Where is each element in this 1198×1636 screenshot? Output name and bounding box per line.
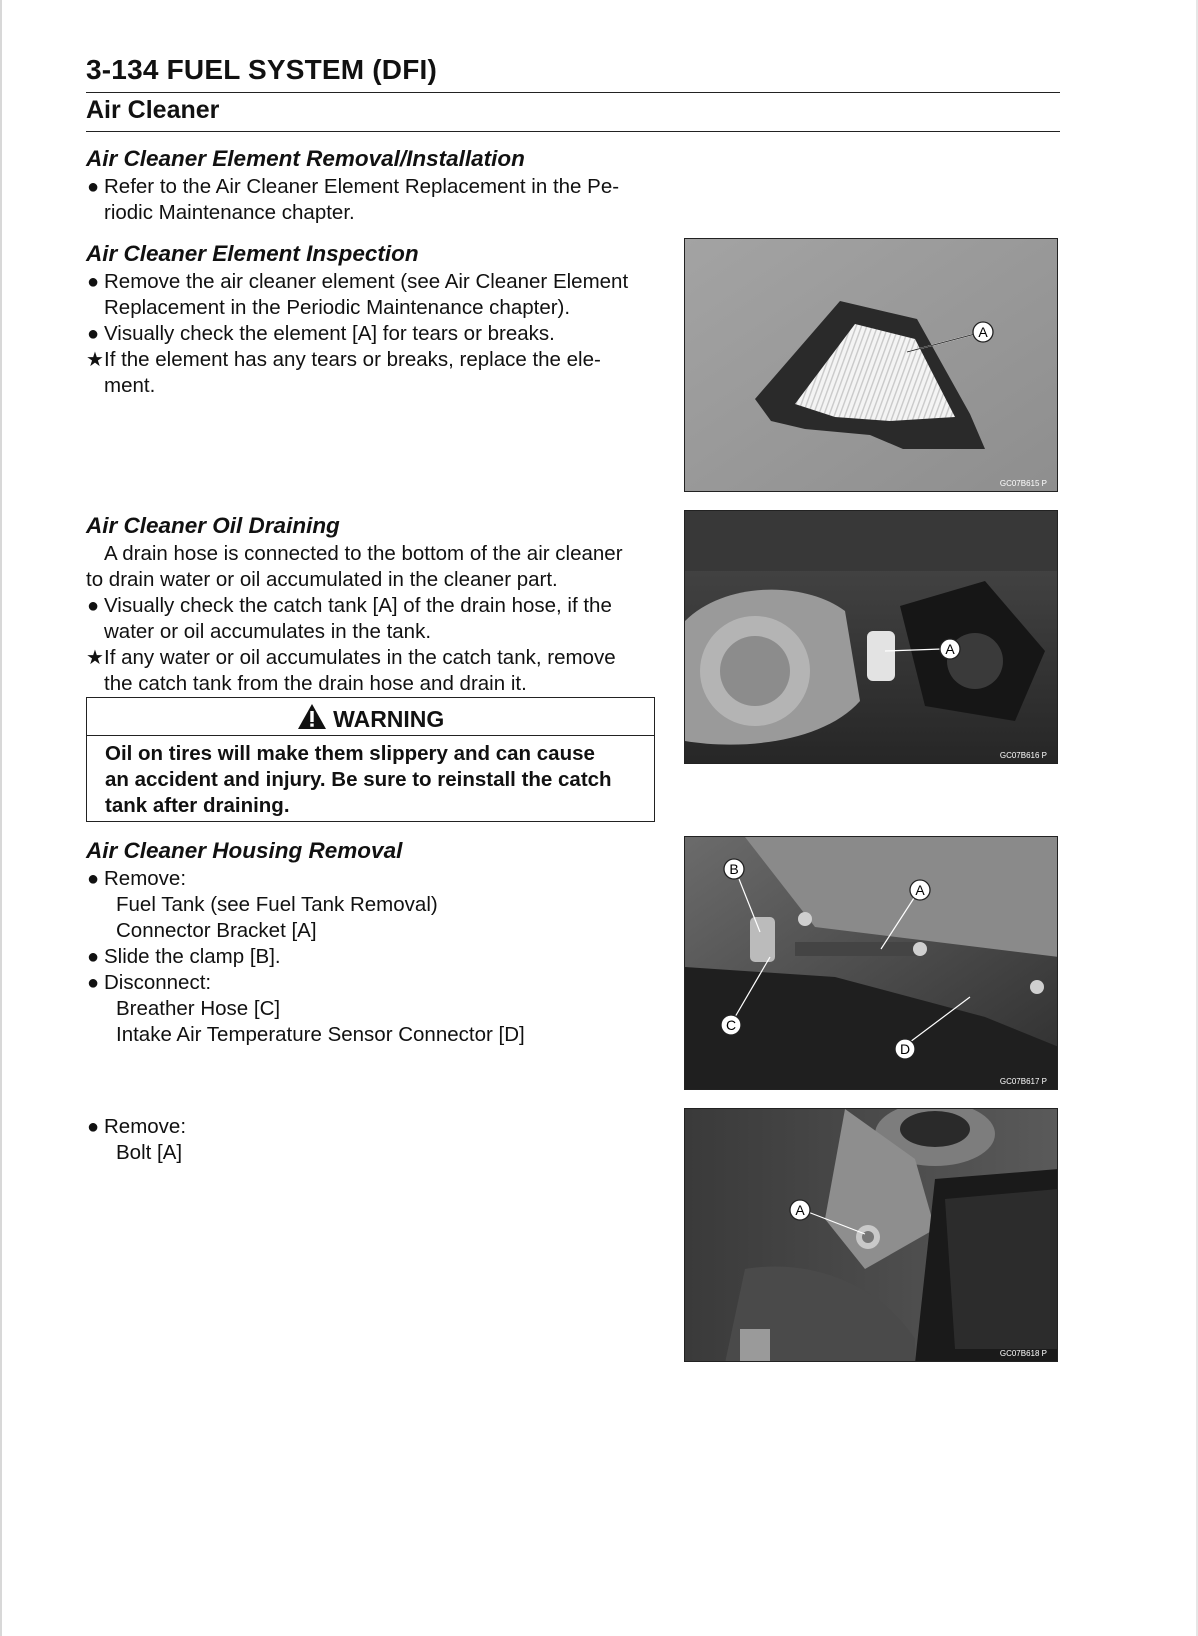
callout-d: D <box>899 1041 911 1057</box>
inspection-line-2: Replacement in the Periodic Maintenance chapter). <box>104 296 571 319</box>
star-marker: ★ <box>86 349 104 371</box>
housing-line-4: Slide the clamp [B]. <box>104 945 281 968</box>
inspection-line-1: Remove the air cleaner element (see Air Cleaner Element <box>104 270 629 293</box>
warning-line-1: Oil on tires will make them slippery and can cause <box>105 742 595 765</box>
oil-line-2: to drain water or oil accumulated in the cleaner part. <box>86 568 558 591</box>
callout-c: C <box>725 1017 737 1033</box>
warning-box <box>86 697 655 822</box>
star-marker: ★ <box>86 647 104 669</box>
warning-line-2: an accident and injury. Be sure to reinstall the catch <box>105 768 612 791</box>
bullet-marker: ● <box>87 176 100 198</box>
inspection-line-5: ment. <box>104 374 156 397</box>
housing-line-2: Fuel Tank (see Fuel Tank Removal) <box>116 893 438 916</box>
removal-line-2: riodic Maintenance chapter. <box>104 201 355 224</box>
callout-a: A <box>978 324 988 340</box>
bullet-marker: ● <box>87 323 100 345</box>
page-header <box>86 48 1060 93</box>
oil-line-1: A drain hose is connected to the bottom of the air cleaner <box>104 542 623 565</box>
bullet-marker: ● <box>87 868 100 890</box>
housing-line-1: Remove: <box>104 867 187 890</box>
warning-line-3: tank after draining. <box>105 794 290 817</box>
figure-catch-tank <box>684 510 1058 764</box>
bullet-marker: ● <box>87 595 100 617</box>
oil-draining-heading: Air Cleaner Oil Draining <box>86 513 340 538</box>
figure-code: GC07B615 P <box>999 479 1047 488</box>
housing-line-6: Breather Hose [C] <box>116 997 281 1020</box>
figure-code: GC07B618 P <box>999 1349 1047 1358</box>
bullet-marker: ● <box>87 271 100 293</box>
figure-air-cleaner-element <box>684 238 1058 492</box>
bolt-line-1: Remove: <box>104 1115 187 1138</box>
bullet-marker: ● <box>87 1116 100 1138</box>
page-title: 3-134 FUEL SYSTEM (DFI) <box>86 54 438 85</box>
bullet-marker: ● <box>87 946 100 968</box>
removal-line-1: Refer to the Air Cleaner Element Replacement in the Pe- <box>104 175 620 198</box>
warning-label: WARNING <box>333 706 445 732</box>
warning-header <box>87 698 654 736</box>
section-heading: Air Cleaner <box>86 96 220 124</box>
figure-code: GC07B616 P <box>999 751 1047 760</box>
callout-a: A <box>795 1202 805 1218</box>
figure-code: GC07B617 P <box>999 1077 1047 1086</box>
removal-heading: Air Cleaner Element Removal/Installation <box>86 146 525 171</box>
bolt-line-2: Bolt [A] <box>116 1141 183 1164</box>
oil-line-3: Visually check the catch tank [A] of the drain hose, if the <box>104 594 612 617</box>
housing-line-5: Disconnect: <box>104 971 212 994</box>
callout-a: A <box>945 641 955 657</box>
inspection-heading: Air Cleaner Element Inspection <box>86 241 419 266</box>
section-title <box>86 93 1060 132</box>
oil-line-6: the catch tank from the drain hose and drain it. <box>104 672 527 695</box>
callout-b: B <box>729 861 739 877</box>
inspection-line-4: If the element has any tears or breaks, replace the ele- <box>104 348 601 371</box>
figure-housing-bolt <box>684 1108 1058 1362</box>
oil-line-5: If any water or oil accumulates in the catch tank, remove <box>104 646 616 669</box>
bullet-marker: ● <box>87 972 100 994</box>
figure-housing-connectors <box>684 836 1058 1090</box>
page-edge-left <box>0 0 2 1636</box>
inspection-line-3: Visually check the element [A] for tears or breaks. <box>104 322 555 345</box>
housing-heading: Air Cleaner Housing Removal <box>86 838 403 863</box>
callout-a: A <box>915 882 925 898</box>
housing-line-7: Intake Air Temperature Sensor Connector [D] <box>116 1023 525 1046</box>
oil-line-4: water or oil accumulates in the tank. <box>104 620 432 643</box>
housing-line-3: Connector Bracket [A] <box>116 919 317 942</box>
warning-triangle-icon <box>297 703 327 730</box>
